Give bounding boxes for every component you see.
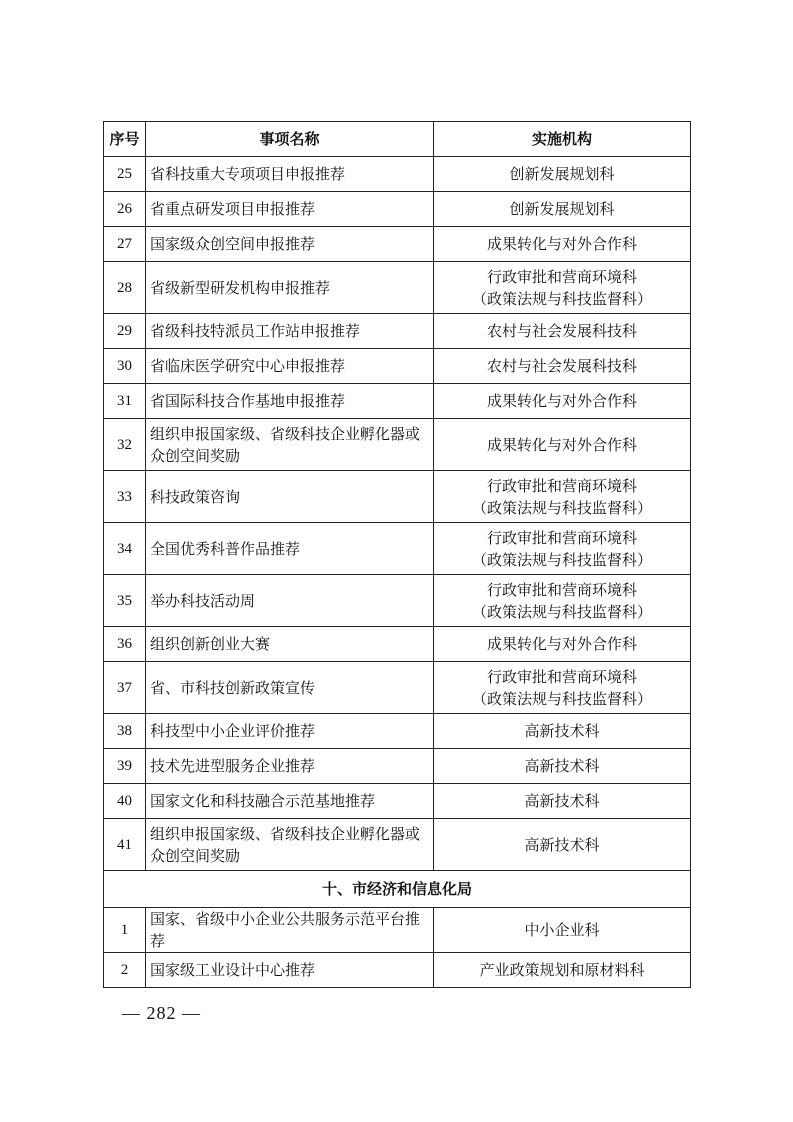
org-line: 成果转化与对外合作科 bbox=[486, 235, 637, 253]
org-line: 成果转化与对外合作科 bbox=[486, 435, 637, 454]
org-line: 行政审批和营商环境科 bbox=[486, 476, 637, 495]
row-number: 30 bbox=[104, 349, 146, 384]
section-row bbox=[104, 871, 691, 908]
org-line: （政策法规与科技监督科） bbox=[471, 602, 652, 621]
header-num: 序号 bbox=[104, 122, 146, 157]
row-implementing-org bbox=[434, 314, 691, 349]
table-row bbox=[104, 349, 691, 384]
row-matter-name: 省国际科技合作基地申报推荐 bbox=[146, 384, 434, 419]
row-number: 2 bbox=[104, 953, 146, 988]
page-number: — 282 — bbox=[122, 1003, 201, 1023]
row-number: 28 bbox=[104, 262, 146, 314]
org-line: 行政审批和营商环境科 bbox=[486, 580, 637, 599]
org-line: 成果转化与对外合作科 bbox=[486, 635, 637, 653]
org-line: （政策法规与科技监督科） bbox=[471, 689, 652, 708]
org-line: 行政审批和营商环境科 bbox=[486, 667, 637, 686]
org-line: （政策法规与科技监督科） bbox=[471, 550, 652, 569]
row-implementing-org bbox=[434, 384, 691, 419]
row-number: 32 bbox=[104, 419, 146, 471]
org-line: 创新发展规划科 bbox=[509, 165, 615, 183]
table-header-row bbox=[104, 122, 691, 157]
row-implementing-org bbox=[434, 575, 691, 627]
row-matter-name: 科技政策咨询 bbox=[146, 471, 434, 523]
org-line: 产业政策规划和原材料科 bbox=[479, 961, 645, 979]
row-implementing-org bbox=[434, 471, 691, 523]
row-matter-name: 省临床医学研究中心申报推荐 bbox=[146, 349, 434, 384]
row-matter-name: 国家、省级中小企业公共服务示范平台推荐 bbox=[146, 908, 434, 953]
org-line: 创新发展规划科 bbox=[509, 200, 615, 218]
row-number: 29 bbox=[104, 314, 146, 349]
table-row bbox=[104, 192, 691, 227]
table-row bbox=[104, 749, 691, 784]
row-implementing-org bbox=[434, 749, 691, 784]
org-line: （政策法规与科技监督科） bbox=[471, 498, 652, 517]
org-line: 行政审批和营商环境科 bbox=[486, 267, 637, 286]
row-implementing-org bbox=[434, 157, 691, 192]
org-line: 成果转化与对外合作科 bbox=[486, 392, 637, 410]
org-line: 中小企业科 bbox=[524, 921, 600, 939]
row-implementing-org bbox=[434, 662, 691, 714]
row-implementing-org bbox=[434, 627, 691, 662]
row-number: 26 bbox=[104, 192, 146, 227]
row-matter-name: 组织创新创业大赛 bbox=[146, 627, 434, 662]
row-number: 35 bbox=[104, 575, 146, 627]
table-body-b bbox=[104, 908, 691, 988]
org-line: 农村与社会发展科技科 bbox=[486, 357, 637, 375]
row-number: 40 bbox=[104, 784, 146, 819]
row-matter-name: 国家文化和科技融合示范基地推荐 bbox=[146, 784, 434, 819]
table-row bbox=[104, 157, 691, 192]
org-line: 行政审批和营商环境科 bbox=[486, 528, 637, 547]
table-row bbox=[104, 575, 691, 627]
table-row bbox=[104, 419, 691, 471]
row-implementing-org bbox=[434, 349, 691, 384]
org-line: 高新技术科 bbox=[524, 722, 600, 740]
row-implementing-org bbox=[434, 523, 691, 575]
table-row bbox=[104, 662, 691, 714]
table-body-a bbox=[104, 157, 691, 871]
row-number: 39 bbox=[104, 749, 146, 784]
table-row bbox=[104, 314, 691, 349]
table-row bbox=[104, 262, 691, 314]
row-number: 37 bbox=[104, 662, 146, 714]
table-row bbox=[104, 384, 691, 419]
row-implementing-org bbox=[434, 227, 691, 262]
org-line: 高新技术科 bbox=[524, 792, 600, 810]
row-matter-name: 国家级工业设计中心推荐 bbox=[146, 953, 434, 988]
row-matter-name: 省、市科技创新政策宣传 bbox=[146, 662, 434, 714]
row-implementing-org bbox=[434, 262, 691, 314]
org-line: 高新技术科 bbox=[524, 835, 600, 854]
row-number: 41 bbox=[104, 819, 146, 871]
table-row bbox=[104, 953, 691, 988]
row-number: 31 bbox=[104, 384, 146, 419]
row-number: 25 bbox=[104, 157, 146, 192]
header-org: 实施机构 bbox=[434, 122, 691, 157]
row-number: 27 bbox=[104, 227, 146, 262]
header-name: 事项名称 bbox=[146, 122, 434, 157]
table-row bbox=[104, 714, 691, 749]
table-row bbox=[104, 523, 691, 575]
row-matter-name: 省科技重大专项项目申报推荐 bbox=[146, 157, 434, 192]
row-number: 38 bbox=[104, 714, 146, 749]
table-row bbox=[104, 627, 691, 662]
row-matter-name: 举办科技活动周 bbox=[146, 575, 434, 627]
table-row bbox=[104, 908, 691, 953]
org-line: （政策法规与科技监督科） bbox=[471, 289, 652, 308]
row-matter-name: 省重点研发项目申报推荐 bbox=[146, 192, 434, 227]
matters-table bbox=[103, 121, 691, 988]
row-matter-name: 组织申报国家级、省级科技企业孵化器或众创空间奖励 bbox=[146, 419, 434, 471]
row-matter-name: 技术先进型服务企业推荐 bbox=[146, 749, 434, 784]
table-row bbox=[104, 819, 691, 871]
row-implementing-org bbox=[434, 784, 691, 819]
section-body bbox=[104, 871, 691, 908]
row-implementing-org bbox=[434, 819, 691, 871]
table-row bbox=[104, 784, 691, 819]
row-implementing-org bbox=[434, 192, 691, 227]
table-row bbox=[104, 471, 691, 523]
row-matter-name: 省级新型研发机构申报推荐 bbox=[146, 262, 434, 314]
row-number: 36 bbox=[104, 627, 146, 662]
row-matter-name: 科技型中小企业评价推荐 bbox=[146, 714, 434, 749]
row-implementing-org bbox=[434, 419, 691, 471]
document-page bbox=[103, 121, 690, 988]
row-matter-name: 全国优秀科普作品推荐 bbox=[146, 523, 434, 575]
org-line: 高新技术科 bbox=[524, 757, 600, 775]
row-matter-name: 组织申报国家级、省级科技企业孵化器或众创空间奖励 bbox=[146, 819, 434, 871]
row-number: 1 bbox=[104, 908, 146, 953]
table-row bbox=[104, 227, 691, 262]
row-matter-name: 国家级众创空间申报推荐 bbox=[146, 227, 434, 262]
row-implementing-org bbox=[434, 714, 691, 749]
row-matter-name: 省级科技特派员工作站申报推荐 bbox=[146, 314, 434, 349]
row-implementing-org bbox=[434, 953, 691, 988]
row-implementing-org bbox=[434, 908, 691, 953]
row-number: 33 bbox=[104, 471, 146, 523]
section-title: 十、市经济和信息化局 bbox=[104, 871, 691, 908]
row-number: 34 bbox=[104, 523, 146, 575]
org-line: 农村与社会发展科技科 bbox=[486, 322, 637, 340]
